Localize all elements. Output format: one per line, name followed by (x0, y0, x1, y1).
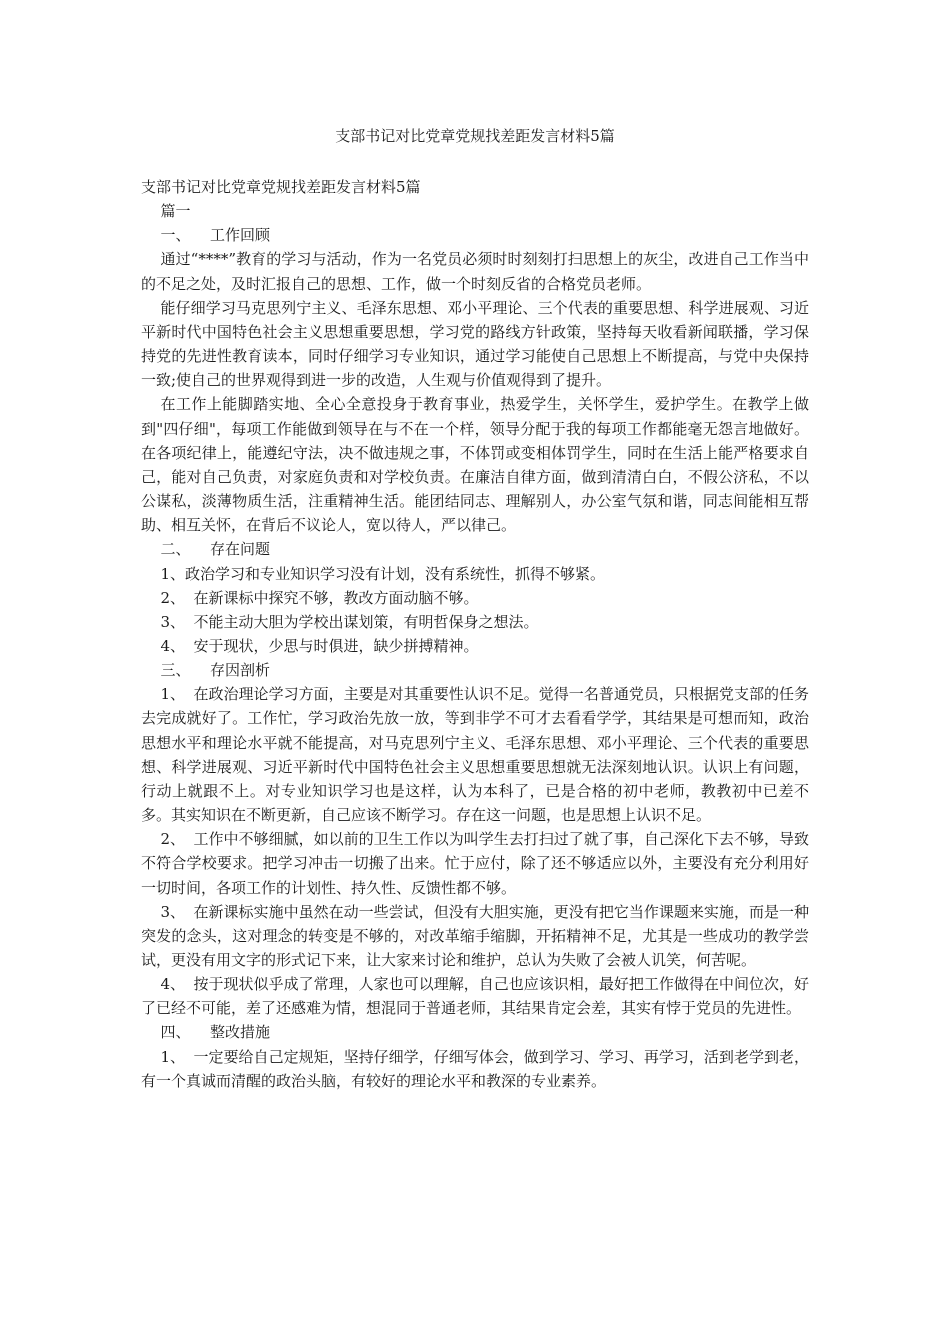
item-number: 2、 (160, 830, 186, 849)
item-text: 不能主动大胆为学校出谋划策，有明哲保身之想法。 (193, 612, 539, 631)
paragraph: 在工作上能脚踏实地、全心全意投身于教育事业，热爱学生，关怀学生，爱护学生。在教学上做到"四仔细"，每项工作能做到领导在与不在一个样，领导分配于我的每项工作都能毫无怨言地做好。在各项纪律上，能遵纪守法，决不做违规之事，不体罚或变相体罚学生，同时在生活上能严格要求自己，能对自己负责，对家庭负责和对学校负责。在廉洁自律方面，做到清清白白，不假公济私，不以公谋私，淡薄物质生活，注重精神生活。能团结同志、理解别人，办公室气氛和谐，同志间能相互帮助、相互关怀，在背后不议论人，宽以待人，严以律己。 (141, 395, 809, 535)
list-item (141, 586, 809, 610)
document-subtitle: 支部书记对比党章党规找差距发言材料5篇 (141, 178, 421, 196)
section-heading (141, 1020, 809, 1044)
section-title: 整改措施 (210, 1023, 271, 1042)
part-label: 篇一 (160, 202, 191, 221)
item-number: 1、 (160, 564, 186, 583)
list-item (141, 610, 809, 634)
section-title: 存在问题 (210, 540, 271, 559)
section-number: 四、 (160, 1023, 191, 1042)
section-number: 二、 (160, 540, 191, 559)
item-text: 在政治理论学习方面，主要是对其重要性认识不足。觉得一名普通党员，只根据党支部的任务去完成就好了。工作忙，学习政治先放一放，等到非学不可才去看看学学，其结果是可想而知，政治思想水平和理论水平就不能提高，对马克思列宁主义、毛泽东思想、邓小平理论、三个代表的重要思想、科学进展观、习近平新时代中国特色社会主义思想重要思想就无法深刻地认识。认识上有问题，行动上就跟不上。对专业知识学习也是这样，认为本科了，已是合格的初中老师，教教初中已差不多。其实知识在不断更新，自己应该不断学习。存在这一问题，也是思想上认识不足。 (141, 685, 809, 825)
paragraph: 通过“****”教育的学习与活动，作为一名党员必须时时刻刻打扫思想上的灰尘，改进自己工作当中的不足之处，及时汇报自己的思想、工作，做一个时刻反省的合格党员老师。 (141, 250, 809, 293)
item-number: 3、 (160, 902, 186, 921)
item-text: 一定要给自己定规矩，坚持仔细学，仔细写体会，做到学习、学习、再学习，活到老学到老，有一个真诚而清醒的政治头脑，有较好的理论水平和教深的专业素养。 (141, 1047, 809, 1090)
section-number: 三、 (160, 661, 191, 680)
section-number: 一、 (160, 226, 191, 245)
document-title: 支部书记对比党章党规找差距发言材料5篇 (335, 127, 615, 145)
paragraph: 能仔细学习马克思列宁主义、毛泽东思想、邓小平理论、三个代表的重要思想、科学进展观、习近平新时代中国特色社会主义思想重要思想，学习党的路线方针政策，坚持每天收看新闻联播，学习保持党的先进性教育读本，同时仔细学习专业知识，通过学习能使自己思想上不断提高，与党中央保持一致;使自己的世界观得到进一步的改造，人生观与价值观得到了提升。 (141, 298, 809, 390)
item-number: 3、 (160, 612, 186, 631)
section-title: 存因剖析 (210, 661, 271, 680)
list-item (141, 562, 809, 586)
item-number: 4、 (160, 975, 186, 994)
list-item (141, 1045, 809, 1093)
item-text: 安于现状，少思与时俱进，缺少拼搏精神。 (193, 636, 479, 655)
list-item (141, 634, 809, 658)
list-item (141, 972, 809, 1020)
item-text: 按于现状似乎成了常理，人家也可以理解，自己也应该识相，最好把工作做得在中间位次，好了已经不可能，差了还感难为情，想混同于普通老师，其结果肯定会差，其实有悖于党员的先进性。 (141, 975, 809, 1018)
section-heading (141, 223, 809, 247)
list-item (141, 900, 809, 972)
section-heading (141, 537, 809, 561)
list-item (141, 682, 809, 827)
list-item (141, 827, 809, 899)
item-number: 4、 (160, 636, 186, 655)
section-heading (141, 658, 809, 682)
section-title: 工作回顾 (210, 226, 271, 245)
item-text: 工作中不够细腻，如以前的卫生工作以为叫学生去打扫过了就了事，自己深化下去不够，导致不符合学校要求。把学习冲击一切搬了出来。忙于应付，除了还不够适应以外，主要没有充分利用好一切时间，各项工作的计划性、持久性、反馈性都不够。 (141, 830, 809, 897)
item-text: 在新课标中探究不够，教改方面动脑不够。 (193, 588, 479, 607)
document-body (141, 175, 809, 1093)
item-text: 政治学习和专业知识学习没有计划，没有系统性，抓得不够紧。 (185, 564, 606, 583)
item-text: 在新课标实施中虽然在动一些尝试，但没有大胆实施，更没有把它当作课题来实施，而是一种突发的念头，这对理念的转变是不够的，对改革缩手缩脚，开拓精神不足，尤其是一些成功的教学尝试，更没有用文字的形式记下来，让大家来讨论和维护，总认为失败了会被人讥笑，何苦呢。 (141, 902, 809, 969)
item-number: 1、 (160, 685, 186, 704)
item-number: 1、 (160, 1047, 186, 1066)
item-number: 2、 (160, 588, 186, 607)
